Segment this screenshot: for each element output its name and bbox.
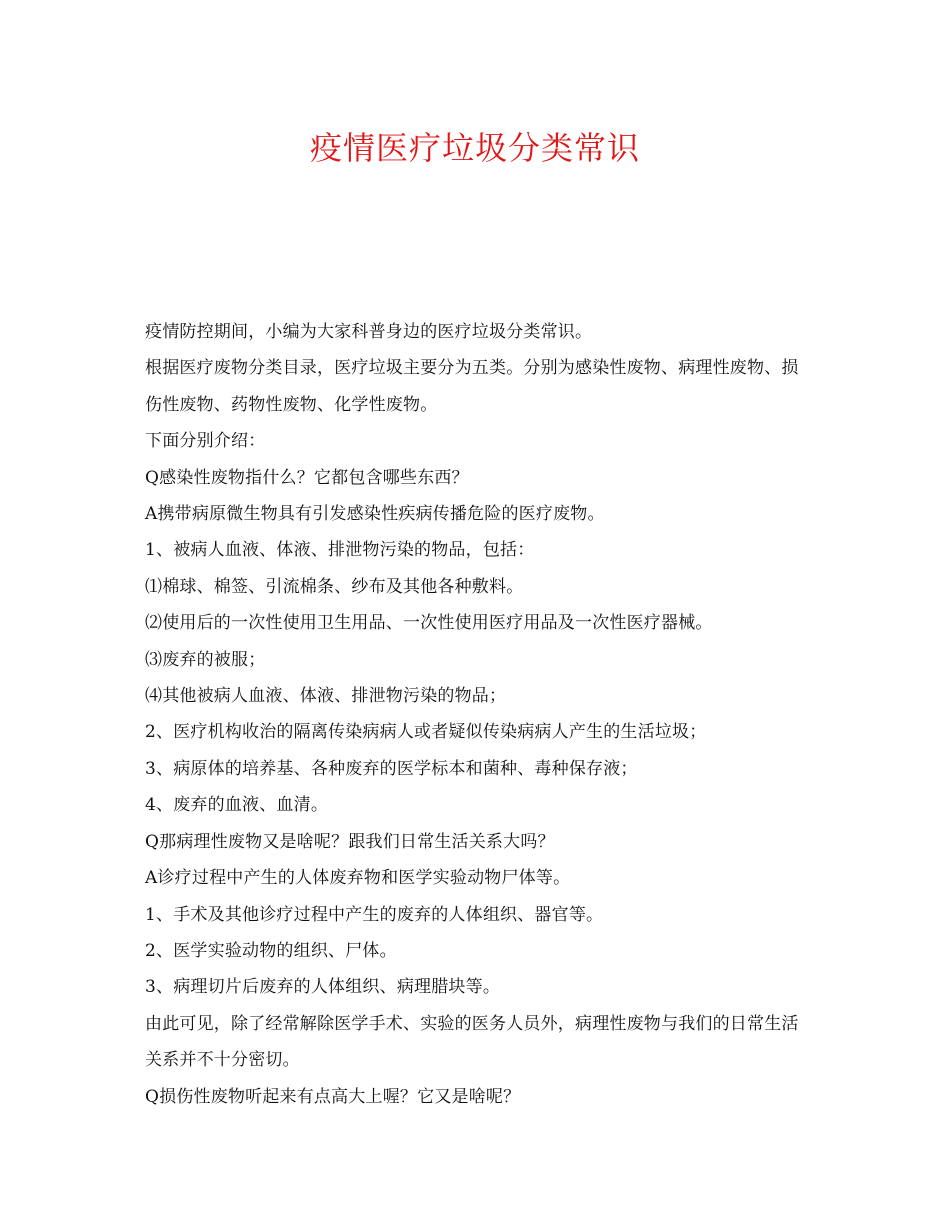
list-item: 4、废弃的血液、血清。 bbox=[145, 795, 329, 816]
paragraph-question-damaging: Q损伤性废物听起来有点高大上喔？它又是啥呢？ bbox=[145, 1086, 521, 1107]
paragraph-conclusion: 由此可见，除了经常解除医学手术、实验的医务人员外，病理性废物与我们的日常生活关系并不十分密切。 bbox=[145, 1013, 799, 1071]
list-item: ⑶废弃的被服； bbox=[145, 649, 266, 670]
paragraph-answer-pathological: A诊疗过程中产生的人体废弃物和医学实验动物尸体等。 bbox=[145, 868, 571, 889]
list-item: 1、被病人血液、体液、排泄物污染的物品，包括： bbox=[145, 540, 535, 561]
list-item: ⑷其他被病人血液、体液、排泄物污染的物品； bbox=[145, 686, 507, 707]
list-item: 3、病理切片后废弃的人体组织、病理腊块等。 bbox=[145, 977, 501, 998]
list-item: 2、医学实验动物的组织、尸体。 bbox=[145, 940, 397, 961]
page-title: 疫情医疗垃圾分类常识 bbox=[309, 129, 640, 167]
document-body bbox=[145, 314, 805, 1115]
paragraph-answer-infectious: A携带病原微生物具有引发感染性疾病传播危险的医疗废物。 bbox=[145, 504, 605, 525]
list-item: 2、医疗机构收治的隔离传染病病人或者疑似传染病病人产生的生活垃圾； bbox=[145, 722, 707, 743]
list-item: ⑵使用后的一次性使用卫生用品、一次性使用医疗用品及一次性医疗器械。 bbox=[145, 613, 713, 634]
paragraph-question-infectious: Q感染性废物指什么？它都包含哪些东西？ bbox=[145, 467, 469, 488]
paragraph-introduction-heading: 下面分别介绍： bbox=[145, 431, 266, 452]
paragraph-intro: 疫情防控期间，小编为大家科普身边的医疗垃圾分类常识。 bbox=[145, 322, 593, 342]
paragraph-categories: 根据医疗废物分类目录，医疗垃圾主要分为五类。分别为感染性废物、病理性废物、损伤性废物、药物性废物、化学性废物。 bbox=[145, 358, 799, 415]
list-item: 1、手术及其他诊疗过程中产生的废弃的人体组织、器官等。 bbox=[145, 904, 604, 925]
list-item: 3、病原体的培养基、各种废弃的医学标本和菌种、毒种保存液； bbox=[145, 758, 638, 779]
list-item: ⑴棉球、棉签、引流棉条、纱布及其他各种敷料。 bbox=[145, 576, 524, 597]
paragraph-question-pathological: Q那病理性废物又是啥呢？跟我们日常生活关系大吗？ bbox=[145, 831, 555, 852]
